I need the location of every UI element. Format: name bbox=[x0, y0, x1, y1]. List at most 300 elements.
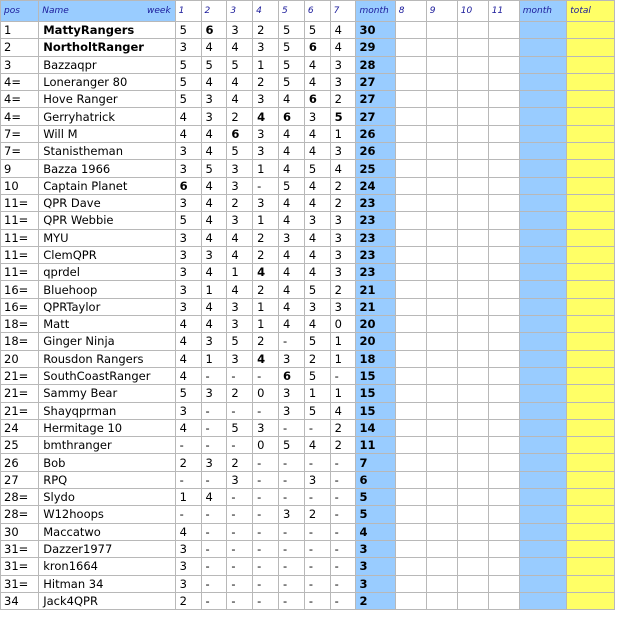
pos-cell: 31= bbox=[1, 540, 39, 557]
name-cell: Dazzer1977 bbox=[39, 540, 175, 557]
name-cell: Slydo bbox=[39, 489, 175, 506]
week-4-score: 1 bbox=[253, 160, 279, 177]
week-1-score: 3 bbox=[175, 246, 201, 263]
week-5-score: 5 bbox=[278, 56, 304, 73]
week-9-score bbox=[426, 419, 457, 436]
week-6-score: 2 bbox=[304, 506, 330, 523]
week-10-score bbox=[457, 125, 488, 142]
week-2-score: 4 bbox=[201, 143, 227, 160]
week-1-score: 5 bbox=[175, 22, 201, 39]
week-4-score: - bbox=[253, 592, 279, 609]
week-1-score: 3 bbox=[175, 143, 201, 160]
week-3-score: 3 bbox=[227, 316, 253, 333]
week-11-score bbox=[488, 506, 519, 523]
week-11-score bbox=[488, 143, 519, 160]
week-6-score: 5 bbox=[304, 281, 330, 298]
week-7-score: - bbox=[330, 558, 356, 575]
overall-total bbox=[567, 575, 615, 592]
week-9-score bbox=[426, 39, 457, 56]
week-3-score: 2 bbox=[227, 108, 253, 125]
name-cell: QPR Webbie bbox=[39, 212, 175, 229]
week-6-score: 6 bbox=[304, 39, 330, 56]
week-4-score: 4 bbox=[253, 108, 279, 125]
week-7-score: - bbox=[330, 592, 356, 609]
week-10-score bbox=[457, 316, 488, 333]
week-9-score bbox=[426, 298, 457, 315]
week-5-score: 5 bbox=[278, 22, 304, 39]
pos-cell: 7= bbox=[1, 143, 39, 160]
week-1-score: 4 bbox=[175, 125, 201, 142]
table-row bbox=[1, 575, 615, 592]
week-8-score bbox=[395, 506, 426, 523]
month-1-total: 28 bbox=[356, 56, 395, 73]
pos-cell: 9 bbox=[1, 160, 39, 177]
week-6-score: 5 bbox=[304, 333, 330, 350]
week-8-score bbox=[395, 108, 426, 125]
week-10-score bbox=[457, 39, 488, 56]
pos-cell: 18= bbox=[1, 333, 39, 350]
week-2-score: 4 bbox=[201, 194, 227, 211]
month-2-total bbox=[519, 419, 567, 436]
name-cell: Maccatwo bbox=[39, 523, 175, 540]
month-2-total bbox=[519, 281, 567, 298]
table-row bbox=[1, 56, 615, 73]
name-cell: Will M bbox=[39, 125, 175, 142]
pos-cell: 7= bbox=[1, 125, 39, 142]
pos-cell: 34 bbox=[1, 592, 39, 609]
overall-total bbox=[567, 506, 615, 523]
week-1-score: 4 bbox=[175, 367, 201, 384]
week-5-score: 4 bbox=[278, 212, 304, 229]
week-4-score: 2 bbox=[253, 229, 279, 246]
month-2-total bbox=[519, 523, 567, 540]
header-pos: pos bbox=[1, 1, 39, 22]
week-2-score: - bbox=[201, 523, 227, 540]
week-7-score: - bbox=[330, 471, 356, 488]
week-6-score: 5 bbox=[304, 160, 330, 177]
week-9-score bbox=[426, 91, 457, 108]
week-2-score: 3 bbox=[201, 246, 227, 263]
week-11-score bbox=[488, 471, 519, 488]
week-4-score: 2 bbox=[253, 22, 279, 39]
week-7-score: 3 bbox=[330, 73, 356, 90]
name-cell: ClemQPR bbox=[39, 246, 175, 263]
table-row bbox=[1, 177, 615, 194]
name-cell: bmthranger bbox=[39, 437, 175, 454]
week-1-score: 5 bbox=[175, 212, 201, 229]
name-cell: Sammy Bear bbox=[39, 385, 175, 402]
week-7-score: 2 bbox=[330, 91, 356, 108]
week-1-score: 4 bbox=[175, 316, 201, 333]
month-2-total bbox=[519, 506, 567, 523]
week-4-score: - bbox=[253, 558, 279, 575]
week-11-score bbox=[488, 385, 519, 402]
overall-total bbox=[567, 212, 615, 229]
week-4-score: 3 bbox=[253, 91, 279, 108]
week-2-score: - bbox=[201, 471, 227, 488]
week-2-score: 6 bbox=[201, 22, 227, 39]
week-6-score: 4 bbox=[304, 316, 330, 333]
week-1-score: 4 bbox=[175, 523, 201, 540]
name-cell: MattyRangers bbox=[39, 22, 175, 39]
week-9-score bbox=[426, 454, 457, 471]
week-5-score: - bbox=[278, 489, 304, 506]
overall-total bbox=[567, 454, 615, 471]
week-3-score: 4 bbox=[227, 229, 253, 246]
name-cell: kron1664 bbox=[39, 558, 175, 575]
week-1-score: 5 bbox=[175, 91, 201, 108]
week-4-score: 1 bbox=[253, 56, 279, 73]
week-2-score: - bbox=[201, 437, 227, 454]
week-8-score bbox=[395, 437, 426, 454]
week-4-score: 1 bbox=[253, 212, 279, 229]
name-cell: Matt bbox=[39, 316, 175, 333]
overall-total bbox=[567, 264, 615, 281]
pos-cell: 11= bbox=[1, 212, 39, 229]
week-8-score bbox=[395, 212, 426, 229]
week-5-score: - bbox=[278, 592, 304, 609]
month-1-total: 3 bbox=[356, 540, 395, 557]
week-9-score bbox=[426, 489, 457, 506]
week-4-score: - bbox=[253, 367, 279, 384]
week-6-score: 5 bbox=[304, 402, 330, 419]
week-10-score bbox=[457, 73, 488, 90]
week-3-score: 5 bbox=[227, 333, 253, 350]
table-row bbox=[1, 419, 615, 436]
week-4-score: - bbox=[253, 575, 279, 592]
week-7-score: 1 bbox=[330, 350, 356, 367]
week-7-score: - bbox=[330, 523, 356, 540]
week-7-score: 0 bbox=[330, 316, 356, 333]
month-2-total bbox=[519, 56, 567, 73]
week-4-score: - bbox=[253, 506, 279, 523]
header-week-5: 5 bbox=[278, 1, 304, 22]
week-1-score: 3 bbox=[175, 194, 201, 211]
month-1-total: 4 bbox=[356, 523, 395, 540]
week-1-score: 4 bbox=[175, 333, 201, 350]
week-2-score: 4 bbox=[201, 39, 227, 56]
pos-cell: 11= bbox=[1, 264, 39, 281]
name-cell: SouthCoastRanger bbox=[39, 367, 175, 384]
week-2-score: 4 bbox=[201, 177, 227, 194]
week-8-score bbox=[395, 264, 426, 281]
month-2-total bbox=[519, 143, 567, 160]
month-2-total bbox=[519, 125, 567, 142]
week-2-score: - bbox=[201, 367, 227, 384]
name-cell: qprdel bbox=[39, 264, 175, 281]
week-7-score: 2 bbox=[330, 194, 356, 211]
table-row bbox=[1, 367, 615, 384]
name-cell: Ginger Ninja bbox=[39, 333, 175, 350]
pos-cell: 2 bbox=[1, 39, 39, 56]
month-2-total bbox=[519, 246, 567, 263]
week-4-score: - bbox=[253, 523, 279, 540]
week-10-score bbox=[457, 143, 488, 160]
week-9-score bbox=[426, 523, 457, 540]
week-11-score bbox=[488, 419, 519, 436]
overall-total bbox=[567, 91, 615, 108]
header-row bbox=[1, 1, 615, 22]
table-row bbox=[1, 125, 615, 142]
week-3-score: 6 bbox=[227, 125, 253, 142]
week-6-score: 4 bbox=[304, 194, 330, 211]
week-8-score bbox=[395, 316, 426, 333]
week-5-score: 5 bbox=[278, 177, 304, 194]
week-10-score bbox=[457, 489, 488, 506]
week-1-score: 3 bbox=[175, 575, 201, 592]
week-11-score bbox=[488, 575, 519, 592]
table-row bbox=[1, 39, 615, 56]
week-3-score: 3 bbox=[227, 160, 253, 177]
week-11-score bbox=[488, 350, 519, 367]
week-5-score: - bbox=[278, 540, 304, 557]
week-6-score: - bbox=[304, 558, 330, 575]
header-week-9: 9 bbox=[426, 1, 457, 22]
week-3-score: 3 bbox=[227, 350, 253, 367]
week-10-score bbox=[457, 22, 488, 39]
week-1-score: 3 bbox=[175, 229, 201, 246]
week-4-score: - bbox=[253, 489, 279, 506]
name-cell: Captain Planet bbox=[39, 177, 175, 194]
week-3-score: 2 bbox=[227, 385, 253, 402]
overall-total bbox=[567, 385, 615, 402]
week-6-score: - bbox=[304, 489, 330, 506]
week-3-score: - bbox=[227, 523, 253, 540]
month-1-total: 23 bbox=[356, 194, 395, 211]
pos-cell: 25 bbox=[1, 437, 39, 454]
overall-total bbox=[567, 56, 615, 73]
week-8-score bbox=[395, 143, 426, 160]
week-7-score: 3 bbox=[330, 212, 356, 229]
month-1-total: 21 bbox=[356, 281, 395, 298]
week-11-score bbox=[488, 316, 519, 333]
week-2-score: 4 bbox=[201, 125, 227, 142]
week-9-score bbox=[426, 385, 457, 402]
week-1-score: 2 bbox=[175, 454, 201, 471]
week-8-score bbox=[395, 91, 426, 108]
overall-total bbox=[567, 489, 615, 506]
overall-total bbox=[567, 143, 615, 160]
table-row bbox=[1, 160, 615, 177]
week-10-score bbox=[457, 385, 488, 402]
week-7-score: 1 bbox=[330, 333, 356, 350]
overall-total bbox=[567, 39, 615, 56]
week-9-score bbox=[426, 73, 457, 90]
name-cell: Hove Ranger bbox=[39, 91, 175, 108]
week-8-score bbox=[395, 367, 426, 384]
week-10-score bbox=[457, 558, 488, 575]
header-total: total bbox=[567, 1, 615, 22]
name-cell: Jack4QPR bbox=[39, 592, 175, 609]
week-5-score: - bbox=[278, 454, 304, 471]
table-row bbox=[1, 333, 615, 350]
week-3-score: 5 bbox=[227, 419, 253, 436]
week-11-score bbox=[488, 454, 519, 471]
pos-cell: 16= bbox=[1, 298, 39, 315]
week-2-score: - bbox=[201, 558, 227, 575]
week-1-score: - bbox=[175, 471, 201, 488]
week-8-score bbox=[395, 281, 426, 298]
week-6-score: - bbox=[304, 592, 330, 609]
month-2-total bbox=[519, 540, 567, 557]
pos-cell: 18= bbox=[1, 316, 39, 333]
overall-total bbox=[567, 367, 615, 384]
overall-total bbox=[567, 298, 615, 315]
name-cell: Gerryhatrick bbox=[39, 108, 175, 125]
week-3-score: - bbox=[227, 575, 253, 592]
week-3-score: 4 bbox=[227, 73, 253, 90]
month-1-total: 6 bbox=[356, 471, 395, 488]
month-2-total bbox=[519, 489, 567, 506]
week-7-score: - bbox=[330, 454, 356, 471]
week-3-score: 2 bbox=[227, 194, 253, 211]
name-cell: Bazza 1966 bbox=[39, 160, 175, 177]
week-7-score: - bbox=[330, 489, 356, 506]
name-cell: RPQ bbox=[39, 471, 175, 488]
week-1-score: 2 bbox=[175, 592, 201, 609]
pos-cell: 4= bbox=[1, 108, 39, 125]
week-4-score: 1 bbox=[253, 316, 279, 333]
week-2-score: 4 bbox=[201, 229, 227, 246]
month-2-total bbox=[519, 437, 567, 454]
pos-cell: 30 bbox=[1, 523, 39, 540]
week-7-score: - bbox=[330, 367, 356, 384]
month-1-total: 11 bbox=[356, 437, 395, 454]
month-2-total bbox=[519, 108, 567, 125]
week-3-score: 4 bbox=[227, 91, 253, 108]
month-2-total bbox=[519, 316, 567, 333]
overall-total bbox=[567, 194, 615, 211]
week-2-score: 4 bbox=[201, 298, 227, 315]
week-3-score: - bbox=[227, 592, 253, 609]
week-4-score: 2 bbox=[253, 246, 279, 263]
week-5-score: 4 bbox=[278, 281, 304, 298]
week-11-score bbox=[488, 264, 519, 281]
week-5-score: 4 bbox=[278, 298, 304, 315]
week-11-score bbox=[488, 367, 519, 384]
week-9-score bbox=[426, 540, 457, 557]
month-2-total bbox=[519, 194, 567, 211]
week-2-score: 4 bbox=[201, 73, 227, 90]
pos-cell: 1 bbox=[1, 22, 39, 39]
month-1-total: 15 bbox=[356, 385, 395, 402]
month-1-total: 24 bbox=[356, 177, 395, 194]
month-1-total: 7 bbox=[356, 454, 395, 471]
week-5-score: 4 bbox=[278, 91, 304, 108]
month-2-total bbox=[519, 91, 567, 108]
table-row bbox=[1, 437, 615, 454]
week-4-score: 1 bbox=[253, 298, 279, 315]
week-2-score: - bbox=[201, 506, 227, 523]
week-8-score bbox=[395, 575, 426, 592]
week-2-score: 4 bbox=[201, 489, 227, 506]
week-9-score bbox=[426, 177, 457, 194]
week-6-score: 4 bbox=[304, 56, 330, 73]
week-10-score bbox=[457, 402, 488, 419]
week-9-score bbox=[426, 246, 457, 263]
month-1-total: 23 bbox=[356, 212, 395, 229]
week-5-score: - bbox=[278, 558, 304, 575]
pos-cell: 11= bbox=[1, 229, 39, 246]
week-4-score: - bbox=[253, 454, 279, 471]
week-2-score: 3 bbox=[201, 385, 227, 402]
week-5-score: 6 bbox=[278, 108, 304, 125]
week-8-score bbox=[395, 298, 426, 315]
week-10-score bbox=[457, 437, 488, 454]
month-1-total: 26 bbox=[356, 125, 395, 142]
table-row bbox=[1, 471, 615, 488]
pos-cell: 31= bbox=[1, 575, 39, 592]
week-5-score: 4 bbox=[278, 264, 304, 281]
month-2-total bbox=[519, 592, 567, 609]
table-row bbox=[1, 558, 615, 575]
week-9-score bbox=[426, 333, 457, 350]
week-3-score: 3 bbox=[227, 471, 253, 488]
table-row bbox=[1, 402, 615, 419]
week-6-score: 1 bbox=[304, 385, 330, 402]
week-7-score: 3 bbox=[330, 229, 356, 246]
week-10-score bbox=[457, 246, 488, 263]
table-row bbox=[1, 592, 615, 609]
week-9-score bbox=[426, 437, 457, 454]
week-1-score: 3 bbox=[175, 39, 201, 56]
week-8-score bbox=[395, 229, 426, 246]
week-9-score bbox=[426, 160, 457, 177]
week-9-score bbox=[426, 143, 457, 160]
name-cell: Hermitage 10 bbox=[39, 419, 175, 436]
week-6-score: 4 bbox=[304, 437, 330, 454]
week-8-score bbox=[395, 177, 426, 194]
name-cell: QPRTaylor bbox=[39, 298, 175, 315]
week-5-score: 3 bbox=[278, 350, 304, 367]
week-5-score: 4 bbox=[278, 125, 304, 142]
week-8-score bbox=[395, 402, 426, 419]
week-3-score: 3 bbox=[227, 212, 253, 229]
week-6-score: - bbox=[304, 540, 330, 557]
week-9-score bbox=[426, 108, 457, 125]
week-10-score bbox=[457, 212, 488, 229]
week-6-score: 4 bbox=[304, 264, 330, 281]
overall-total bbox=[567, 333, 615, 350]
week-1-score: 4 bbox=[175, 350, 201, 367]
week-8-score bbox=[395, 454, 426, 471]
name-cell: W12hoops bbox=[39, 506, 175, 523]
week-11-score bbox=[488, 437, 519, 454]
week-10-score bbox=[457, 506, 488, 523]
week-4-score: 3 bbox=[253, 419, 279, 436]
week-4-score: 3 bbox=[253, 194, 279, 211]
week-7-score: 3 bbox=[330, 56, 356, 73]
week-10-score bbox=[457, 350, 488, 367]
overall-total bbox=[567, 592, 615, 609]
week-2-score: 4 bbox=[201, 264, 227, 281]
week-2-score: 4 bbox=[201, 212, 227, 229]
week-1-score: 3 bbox=[175, 402, 201, 419]
week-7-score: 3 bbox=[330, 298, 356, 315]
month-2-total bbox=[519, 385, 567, 402]
week-11-score bbox=[488, 523, 519, 540]
table-row bbox=[1, 108, 615, 125]
month-1-total: 15 bbox=[356, 367, 395, 384]
week-5-score: 3 bbox=[278, 402, 304, 419]
table-row bbox=[1, 350, 615, 367]
week-3-score: 3 bbox=[227, 22, 253, 39]
week-11-score bbox=[488, 229, 519, 246]
month-2-total bbox=[519, 333, 567, 350]
week-3-score: - bbox=[227, 489, 253, 506]
table-row bbox=[1, 264, 615, 281]
month-1-total: 25 bbox=[356, 160, 395, 177]
